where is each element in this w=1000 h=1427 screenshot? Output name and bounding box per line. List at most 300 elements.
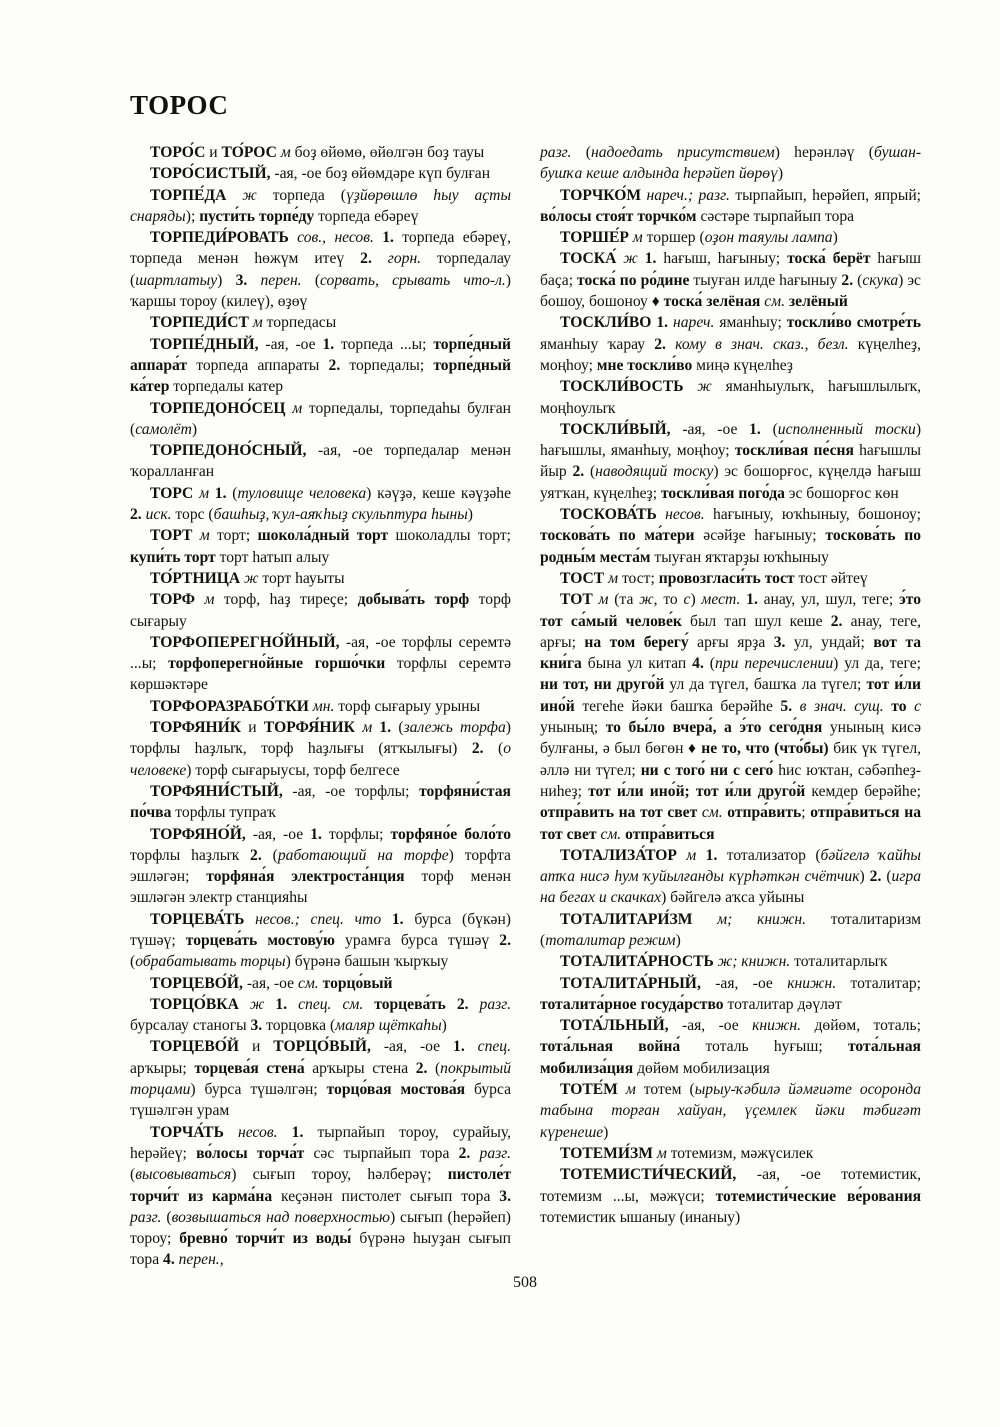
translation-text: (та bbox=[608, 591, 640, 609]
translation-text: ( bbox=[584, 463, 596, 481]
translation-text: торт; bbox=[209, 527, 258, 545]
bold-term: ТОРЦО́ВЫЙ, bbox=[273, 1038, 371, 1056]
bold-term: ТОСТ bbox=[560, 569, 605, 587]
translation-text bbox=[907, 698, 915, 715]
dictionary-entry bbox=[130, 398, 511, 441]
right-column bbox=[540, 142, 921, 1228]
dictionary-entry bbox=[130, 142, 511, 163]
bold-term: ТОРФОРАЗРАБО́ТКИ bbox=[150, 697, 309, 715]
translation-text: ) бәйгелә аҡса уйыны bbox=[661, 889, 805, 907]
translation-text: ( bbox=[483, 740, 504, 758]
translation-text: -ая, -ое торпедалар менән ҡоралланған bbox=[130, 442, 511, 481]
translation-text: бына ул китап bbox=[581, 655, 693, 673]
grammar-label: ж bbox=[238, 995, 265, 1013]
grammar-label: исполненный тоски bbox=[777, 420, 916, 438]
bold-term: тоскова́ть по родны́м места́м bbox=[540, 527, 921, 566]
translation-text: тырпайып, һерәйеп, япрый; bbox=[729, 186, 921, 204]
grammar-label: м bbox=[248, 314, 263, 332]
grammar-label: работающий на торфе bbox=[277, 846, 449, 864]
translation-text: был тап шул кеше bbox=[681, 612, 831, 630]
bold-term: 2. bbox=[458, 1144, 471, 1162]
translation-text: сәс тырпайып тора bbox=[304, 1144, 459, 1162]
dictionary-entry bbox=[130, 334, 511, 398]
translation-text: ) сығып тороу, һәлберәү; bbox=[231, 1166, 448, 1184]
grammar-label: разг. bbox=[470, 1144, 511, 1162]
grammar-label: обрабатывать торцы bbox=[135, 953, 286, 971]
translation-text: һис юҡтан, сәбәпһеҙ-ниһеҙ; bbox=[540, 761, 921, 800]
translation-text: ( bbox=[226, 484, 238, 502]
translation-text: ( bbox=[261, 846, 278, 864]
grammar-label: перен., bbox=[174, 1251, 224, 1269]
bold-term: ТОРЧКО́М bbox=[560, 186, 642, 204]
translation-text: торпеда ебәреү bbox=[314, 207, 419, 225]
bold-term: 1. bbox=[746, 591, 758, 609]
bold-term: ТОСКА́ bbox=[560, 250, 617, 268]
translation-text: ( bbox=[571, 144, 591, 161]
translation-text: торцовка ( bbox=[262, 1017, 336, 1035]
grammar-label: наводящий тоску bbox=[595, 463, 714, 481]
bold-term: ТОТ bbox=[560, 591, 593, 609]
bold-term: 4. bbox=[692, 655, 704, 673]
translation-text: ( bbox=[427, 1059, 441, 1077]
bold-term: 2. bbox=[250, 846, 262, 864]
translation-text: урамға бурса түшәү bbox=[334, 931, 500, 949]
dictionary-entry bbox=[130, 909, 511, 973]
bold-term: 2. bbox=[328, 356, 341, 374]
entry-continuation bbox=[540, 142, 921, 185]
translation-text: -ая, -ое боҙ өйөмдәре күп булған bbox=[270, 165, 491, 183]
translation-text: торф менән эшләгән электр станцияһы bbox=[130, 868, 511, 907]
dictionary-entry bbox=[540, 909, 921, 952]
grammar-label: м bbox=[276, 144, 291, 161]
translation-text: дөйөм мобилизация bbox=[633, 1059, 770, 1077]
translation-text: торпедалы, торпедаһы булған ( bbox=[130, 399, 511, 438]
translation-text: , то bbox=[653, 591, 684, 609]
translation-text: анау, ул, шул, теге; bbox=[757, 591, 900, 609]
translation-text: тотем ( bbox=[635, 1081, 695, 1099]
grammar-label: кому в знач. сказ., безл. bbox=[665, 335, 849, 353]
grammar-label: несов. bbox=[656, 506, 705, 524]
bold-term: 2. bbox=[841, 271, 854, 289]
bold-term: ТОТАЛИТАРИ́ЗМ bbox=[560, 910, 693, 928]
bold-term: 1. bbox=[382, 229, 394, 247]
translation-text: арғы ярҙа bbox=[688, 633, 774, 651]
bold-term: 1. bbox=[391, 910, 404, 928]
grammar-label: м; книжн. bbox=[692, 910, 806, 928]
bold-term: ТОТЕМИ́ЗМ bbox=[560, 1144, 653, 1162]
translation-text: торф сығарыу урыны bbox=[334, 697, 481, 715]
bold-term: ТОТА́ЛЬНЫЙ, bbox=[560, 1017, 669, 1035]
translation-text: тост; bbox=[618, 569, 659, 587]
translation-text: ) торфта эшләгән; bbox=[130, 846, 511, 886]
translation-text: унының кисә булғаны, ә был бөгөн ♦ bbox=[540, 719, 921, 758]
bold-term: 3. bbox=[250, 1017, 263, 1035]
translation-text: -ая, -ое bbox=[242, 974, 298, 992]
translation-text: ) bbox=[859, 868, 870, 886]
bold-term: ТОТАЛИТА́РНОСТЬ bbox=[560, 953, 714, 971]
translation-text bbox=[363, 996, 374, 1013]
bold-term: торпе́дный ка́тер bbox=[130, 356, 512, 396]
translation-text: ) bbox=[441, 1017, 447, 1035]
bold-term: ТОСКЛИ́ВОСТЬ bbox=[560, 378, 684, 396]
translation-text: тоталитарлыҡ bbox=[790, 953, 888, 971]
translation-text: бурса (бүкән) түшәү; bbox=[130, 910, 511, 949]
translation-text: ) bbox=[467, 506, 473, 524]
dictionary-entry bbox=[130, 483, 511, 526]
dictionary-entry bbox=[130, 717, 511, 781]
bold-term: 2. bbox=[654, 335, 666, 353]
translation-text: ) эс бошоу, бошоноу ♦ bbox=[540, 271, 921, 311]
translation-text: торпедалы; bbox=[340, 356, 434, 374]
bold-term: то bbox=[891, 697, 907, 715]
dictionary-entry bbox=[130, 525, 511, 568]
bold-term: 1. bbox=[214, 484, 227, 502]
bold-term: ТОРПЕДОНО́СЕЦ bbox=[150, 399, 286, 417]
grammar-label: покрытый торцами bbox=[130, 1059, 512, 1099]
bold-term: пистоле́т торчи́т из карма́на bbox=[130, 1166, 511, 1205]
translation-text: ) бүрәнә башын ҡырҡыу bbox=[285, 953, 449, 971]
grammar-label: нареч.; разг. bbox=[641, 186, 730, 204]
translation-text: -ая, -ое bbox=[670, 420, 750, 438]
bold-term: ТОРФЯНО́Й, bbox=[150, 825, 246, 843]
translation-text: торпеда ебәреү, торпеда менән һөжүм итеү bbox=[130, 229, 511, 268]
bold-term: 2. bbox=[415, 1059, 428, 1077]
bold-term: купи́ть торт bbox=[130, 548, 216, 566]
bold-term: тоска́ по ро́дине bbox=[577, 271, 690, 289]
translation-text: ( bbox=[130, 953, 136, 971]
bold-term: ТОРПЕДИ́СТ bbox=[150, 314, 249, 332]
bold-term: отпра́виться на тот свет bbox=[540, 804, 921, 843]
translation-text: -ая, -ое bbox=[245, 825, 311, 843]
bold-term: тотемисти́ческие ве́рования bbox=[715, 1187, 922, 1205]
translation-text: ул, ундай; bbox=[785, 633, 874, 651]
grammar-label: м bbox=[592, 591, 609, 609]
translation-text: ) һағышлы, яманһыу, моңһоу; bbox=[540, 420, 922, 460]
bold-term: добыва́ть торф bbox=[357, 591, 470, 609]
grammar-label: спец. bbox=[464, 1038, 511, 1056]
bold-term: торфяна́я электроста́нция bbox=[206, 868, 405, 886]
translation-text: әсәйҙе һағыныу; bbox=[694, 527, 826, 545]
grammar-label: при перечислении bbox=[715, 655, 834, 673]
dictionary-entry bbox=[130, 632, 511, 696]
translation-text: күңелһеҙ, моңһоу; bbox=[540, 335, 921, 374]
bold-term: тот и́ли ино́й bbox=[540, 676, 921, 715]
translation-text: арҡыры; bbox=[130, 1059, 195, 1077]
dictionary-entry bbox=[540, 248, 921, 312]
translation-text: тотемистик ышаныу (инаныу) bbox=[540, 1208, 741, 1226]
bold-term: не то, что (что́бы) bbox=[701, 740, 829, 758]
translation-text: ) ул да, теге; bbox=[833, 655, 921, 673]
dictionary-entry bbox=[540, 504, 921, 568]
grammar-label: туловище человека bbox=[237, 484, 367, 502]
translation-text bbox=[446, 996, 457, 1013]
grammar-label: спец. см. bbox=[287, 995, 364, 1013]
grammar-label: м bbox=[192, 527, 210, 545]
translation-text: торс ( bbox=[171, 506, 214, 524]
translation-text: кемдер берәйһе; bbox=[805, 782, 921, 800]
translation-text: ( bbox=[161, 1208, 172, 1226]
grammar-label: ж bbox=[240, 569, 259, 587]
dictionary-entry bbox=[130, 994, 511, 1037]
bold-term: ТОРПЕДОНО́СНЫЙ, bbox=[150, 442, 307, 460]
translation-text: ) торф сығарыусы, торф белгесе bbox=[186, 761, 400, 779]
bold-term: 2. bbox=[456, 995, 469, 1013]
translation-text: унының; bbox=[540, 719, 606, 737]
bold-term: тоска́ зелёная bbox=[663, 293, 761, 311]
translation-text: торшер ( bbox=[642, 229, 705, 247]
bold-term: 2. bbox=[869, 868, 882, 886]
grammar-label: тоталитар режим bbox=[545, 931, 676, 949]
bold-term: ТОРО́С bbox=[150, 144, 206, 161]
translation-text: ) ҡаршы тороу (килеү), өҙөү bbox=[130, 271, 511, 311]
bold-term: 1. bbox=[656, 314, 669, 332]
translation-text: ) bbox=[675, 931, 681, 949]
translation-text: ); bbox=[185, 207, 200, 225]
bold-term: ТОРФЯНИ́СТЫЙ, bbox=[150, 782, 283, 800]
grammar-label: иск. bbox=[141, 506, 172, 524]
bold-term: 1. bbox=[291, 1123, 304, 1141]
grammar-label: м bbox=[354, 719, 373, 737]
translation-text: тегеһе йәки башҡа берәйһе bbox=[574, 697, 781, 715]
grammar-label: сов., несов. bbox=[288, 229, 374, 247]
bold-term: тоталита́рное госуда́рство bbox=[540, 995, 724, 1013]
bold-term: торцо́вая мостова́я bbox=[326, 1081, 466, 1099]
grammar-label: бушан-бушҡа кеше алдында һерәйеп йөрөү bbox=[540, 144, 922, 183]
grammar-label: ж bbox=[639, 591, 654, 609]
bold-term: во́лосы стоя́т торчко́м bbox=[540, 207, 697, 225]
grammar-label: с bbox=[914, 697, 922, 715]
left-column bbox=[130, 142, 511, 1271]
grammar-label: бәйгелә ҡайһы атҡа нисә һум ҡуйылғанды күрһәткән счётчик bbox=[540, 846, 921, 886]
translation-text: ) bbox=[603, 1123, 609, 1141]
bold-term: 4. bbox=[163, 1251, 175, 1269]
dictionary-entry bbox=[130, 696, 511, 717]
bold-term: ТОСКОВА́ТЬ bbox=[560, 506, 657, 524]
bold-term: торцева́ть bbox=[374, 995, 446, 1013]
grammar-label: оҙон таяулы лампа bbox=[704, 229, 833, 247]
translation-text: тырпайып тороу, сурайыу, һерәйеү; bbox=[130, 1123, 511, 1162]
grammar-label: м bbox=[676, 846, 697, 864]
dictionary-entry bbox=[130, 781, 511, 824]
dictionary-entry bbox=[130, 312, 511, 333]
translation-text: -ая, -ое bbox=[370, 1038, 454, 1056]
bold-term: ТОРО́СИСТЫЙ, bbox=[150, 165, 271, 183]
bold-term: 1. bbox=[310, 825, 322, 843]
translation-text: яманһыу ҡарау bbox=[540, 335, 655, 353]
translation-text: һағыныу, юҡһыныу, бошоноу; bbox=[704, 506, 921, 524]
grammar-label: ырыу-ҡәбилә йәмғиәте осоронда табына торған хайуан, үҫемлек йәки тәбиғәт күренеше bbox=[540, 1081, 921, 1141]
translation-text: ул да түгел, башҡа ла түгел; bbox=[664, 676, 867, 694]
translation-text bbox=[374, 229, 382, 246]
grammar-label: надоедать присутствием bbox=[590, 144, 775, 161]
dictionary-entry bbox=[130, 973, 511, 994]
translation-text: бурсалау станогы bbox=[130, 1017, 251, 1035]
translation-text: ) торфлы һаҙлыҡ, торф һаҙлығы (ятҡылығы) bbox=[130, 719, 511, 758]
dictionary-entry bbox=[130, 589, 511, 632]
bold-term: мне тоскли́во bbox=[596, 356, 693, 374]
bold-term: торцо́вый bbox=[322, 974, 393, 992]
bold-term: 3. bbox=[235, 271, 248, 289]
translation-text: торфлы серемтә көршәктәре bbox=[130, 655, 511, 694]
bold-term: 1. bbox=[705, 846, 718, 864]
translation-text: тоталитаризм ( bbox=[540, 910, 921, 949]
bold-term: бревно́ торчи́т из воды́ bbox=[179, 1230, 352, 1248]
translation-text: -ая, -ое bbox=[668, 1017, 753, 1035]
grammar-label: ж bbox=[226, 186, 257, 204]
dictionary-entry bbox=[130, 568, 511, 589]
bold-term: 2. bbox=[499, 931, 511, 949]
translation-text: торпеда ( bbox=[256, 186, 346, 204]
translation-text: тоталитар дәүләт bbox=[723, 995, 842, 1013]
grammar-label: шартлатыу bbox=[135, 271, 218, 289]
dictionary-entry bbox=[130, 227, 511, 312]
bold-term: тота́льная мобилиза́ция bbox=[540, 1038, 921, 1077]
dictionary-entry bbox=[540, 185, 921, 228]
translation-text: -ая, -ое тотемистик, тотемизм ...ы, мәжүси; bbox=[540, 1166, 921, 1205]
translation-text: тост әйтеү bbox=[794, 569, 868, 587]
bold-term: 2. bbox=[130, 506, 142, 524]
translation-text: бүрәнә һыуҙан сығып тора bbox=[130, 1230, 511, 1269]
translation-text: яманһыу; bbox=[714, 314, 787, 332]
bold-term: тоскли́вая пого́да bbox=[660, 484, 785, 502]
grammar-label: см. bbox=[297, 974, 319, 992]
grammar-label: см. bbox=[764, 293, 785, 311]
dictionary-entry bbox=[130, 185, 511, 228]
translation-text: эс бошорғос көн bbox=[784, 484, 899, 502]
bold-term: 2. bbox=[830, 612, 843, 630]
grammar-label: ж bbox=[616, 250, 638, 268]
translation-text: тоталитар; bbox=[836, 974, 921, 992]
translation-text: ( bbox=[301, 271, 321, 289]
bold-term: ТОРЦЕВО́Й bbox=[150, 1038, 240, 1056]
bold-term: торцева́я стена́ bbox=[194, 1059, 305, 1077]
bold-term: пусти́ть торпе́ду bbox=[199, 207, 315, 225]
translation-text: ) bbox=[832, 229, 838, 247]
translation-text: торпеда ...ы; bbox=[334, 335, 434, 353]
grammar-label: см. bbox=[701, 804, 723, 822]
bold-term: тоскли́вая пе́сня bbox=[734, 442, 854, 460]
translation-text: торпеда аппараты bbox=[187, 356, 329, 374]
bold-term: ТОРПЕ́ДНЫЙ, bbox=[150, 335, 259, 353]
translation-text: и bbox=[241, 719, 264, 737]
grammar-label: книжн. bbox=[752, 1017, 802, 1035]
translation-text: һағышлы йыр bbox=[540, 442, 921, 481]
dictionary-entry bbox=[540, 312, 921, 376]
translation-text: -ая, -ое bbox=[700, 974, 788, 992]
bold-term: тоскли́во смотре́ть bbox=[786, 314, 921, 332]
translation-text: анау, теге, арғы; bbox=[540, 612, 921, 651]
running-head: ТОРОС bbox=[130, 90, 229, 120]
dictionary-entry bbox=[540, 951, 921, 972]
dictionary-entry bbox=[130, 1122, 511, 1271]
translation-text: ) bbox=[690, 591, 702, 609]
bold-term: ТОРПЕДИ́РОВАТЬ bbox=[150, 229, 289, 247]
bold-term: шокола́дный торт bbox=[257, 527, 389, 545]
bold-term: 1. bbox=[644, 250, 657, 268]
bold-term: торцева́ть мостову́ю bbox=[185, 931, 335, 949]
translation-text: торт һатып алыу bbox=[215, 548, 330, 566]
translation-text: сәстәре тырпайып тора bbox=[696, 207, 855, 225]
bold-term: ТОРФЯ́НИК bbox=[263, 719, 355, 737]
grammar-label: м bbox=[604, 569, 619, 587]
bold-term: ТОРЦЕВА́ТЬ bbox=[150, 910, 245, 928]
grammar-label: м bbox=[194, 591, 215, 609]
dictionary-entry bbox=[540, 227, 921, 248]
bold-term: тоска́ берёт bbox=[787, 250, 871, 268]
grammar-label: возвышаться над поверхностью bbox=[171, 1208, 390, 1226]
dictionary-entry bbox=[540, 1015, 921, 1079]
translation-text: миңә күңелһеҙ bbox=[692, 356, 793, 374]
translation-text: ) bbox=[217, 271, 236, 289]
translation-text: торпедасы bbox=[262, 314, 337, 332]
bold-term: торпе́дный аппара́т bbox=[130, 335, 511, 374]
bold-term: ни тот, ни друго́й bbox=[540, 676, 665, 694]
bold-term: вот та кни́га bbox=[540, 633, 921, 673]
grammar-label: игра на бегах и скачках bbox=[540, 868, 921, 907]
translation-text: дөйөм, тоталь; bbox=[801, 1017, 921, 1035]
translation-text: ( bbox=[853, 271, 863, 289]
translation-text: ( bbox=[703, 655, 715, 673]
bold-term: 1. bbox=[379, 719, 392, 737]
translation-text: ) кәүҙә, кеше кәүҙәһе bbox=[366, 484, 512, 502]
translation-text: шоколадлы торт; bbox=[388, 527, 511, 545]
bold-term: 2. bbox=[471, 740, 484, 758]
translation-text: торпедалау ( bbox=[130, 250, 511, 289]
translation-text: -ая, -ое bbox=[258, 335, 323, 353]
grammar-label: м bbox=[628, 229, 643, 247]
translation-text: -ая, -ое торфлы серемтә ...ы; bbox=[130, 633, 511, 673]
dictionary-entry bbox=[540, 589, 921, 845]
translation-text: тотализатор ( bbox=[717, 846, 821, 864]
grammar-label: м bbox=[285, 399, 303, 417]
bold-term: 1. bbox=[749, 420, 761, 438]
translation-text: кеҫәнән пистолет сығып тора bbox=[272, 1187, 500, 1205]
grammar-label: разг. bbox=[130, 1208, 162, 1226]
bold-term: 3. bbox=[499, 1187, 511, 1205]
translation-text: ( bbox=[130, 1166, 136, 1184]
grammar-label: несов.; спец. что bbox=[244, 910, 382, 928]
grammar-label: залежь торфа bbox=[403, 719, 506, 737]
translation-text: и bbox=[205, 144, 222, 161]
translation-text: ) сығып (һерәйеп) тороу; bbox=[130, 1208, 511, 1248]
grammar-label: башһыҙ, ҡул-аяҡһыҙ скульптура һыны bbox=[213, 506, 468, 524]
grammar-label: м bbox=[617, 1081, 636, 1099]
bold-term: ТОРЦО́ВКА bbox=[150, 995, 239, 1013]
grammar-label: м bbox=[652, 1144, 667, 1162]
bold-term: ТОРФЯНИ́К bbox=[150, 719, 242, 737]
dictionary-entry bbox=[540, 973, 921, 1016]
grammar-label: ж; книжн. bbox=[713, 953, 791, 971]
bold-term: ТОРФОПЕРЕГНО́ЙНЫЙ, bbox=[150, 633, 340, 651]
bold-term: отпра́вить на тот свет bbox=[540, 804, 698, 822]
bold-term: ТОТАЛИТА́РНЫЙ, bbox=[560, 974, 701, 992]
dictionary-entry bbox=[540, 419, 921, 504]
translation-text: торфлы һаҙлыҡ bbox=[130, 846, 251, 864]
bold-term: на том берегу́ bbox=[584, 633, 689, 651]
dictionary-entry bbox=[130, 1036, 511, 1121]
translation-text: яманһыулыҡ, һағышлылыҡ, моңһоулыҡ bbox=[540, 378, 921, 417]
bold-term: ТОРШЕ́Р bbox=[560, 229, 629, 247]
translation-text bbox=[381, 911, 392, 928]
grammar-label: ж bbox=[683, 378, 712, 396]
bold-term: ТОРЦЕВО́Й, bbox=[150, 974, 243, 992]
grammar-label: горн. bbox=[371, 250, 422, 268]
translation-text: -ая, -ое торфлы; bbox=[282, 782, 420, 800]
translation-text: ) bbox=[777, 165, 784, 183]
bold-term: 1. bbox=[275, 995, 288, 1013]
translation-text: торф, һаҙ тиреҫе; bbox=[214, 591, 358, 609]
dictionary-entry bbox=[540, 845, 921, 909]
